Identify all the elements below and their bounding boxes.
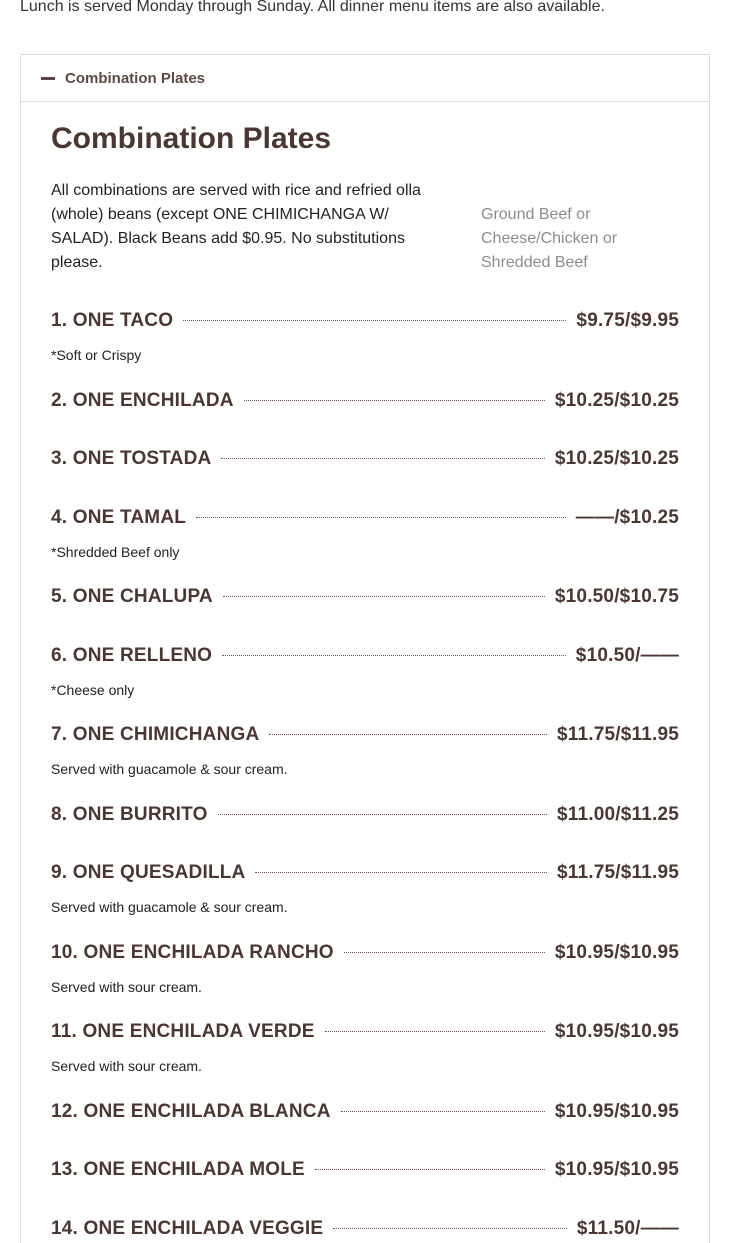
menu-item-price: $10.50/$10.75	[554, 586, 679, 607]
dotted-leader	[218, 814, 547, 815]
menu-item-name: 4. ONE TAMAL	[51, 507, 187, 528]
menu-item-name: 1. ONE TACO	[51, 310, 174, 331]
menu-item	[51, 862, 679, 916]
menu-item	[51, 310, 679, 364]
menu-item-name: 12. ONE ENCHILADA BLANCA	[51, 1101, 331, 1122]
dotted-leader	[223, 596, 545, 597]
section-title: Combination Plates	[51, 122, 332, 155]
menu-item-note: Served with sour cream.	[51, 979, 202, 995]
dotted-leader	[222, 655, 566, 656]
dotted-leader	[325, 1031, 545, 1032]
accordion-header[interactable]	[21, 55, 709, 102]
menu-item-name: 8. ONE BURRITO	[51, 804, 208, 825]
menu-item-note: Served with guacamole & sour cream.	[51, 761, 288, 777]
menu-item-price: $11.00/$11.25	[556, 804, 679, 825]
menu-item	[51, 724, 679, 778]
menu-item-price: $10.25/$10.25	[554, 390, 679, 411]
protein-options-note: Ground Beef or Cheese/Chicken or Shredded Beef	[481, 206, 618, 271]
menu-item-price: $10.25/$10.25	[554, 448, 679, 469]
menu-item-name: 9. ONE QUESADILLA	[51, 862, 246, 883]
menu-item	[51, 645, 679, 699]
menu-item	[51, 507, 679, 561]
dotted-leader	[221, 458, 544, 459]
section-description: All combinations are served with rice and refried olla (whole) beans (except ONE CHIMICHANGA W/ SALAD). Black Beans add $0.95. No substitutions please.	[51, 182, 421, 271]
menu-item-name: 10. ONE ENCHILADA RANCHO	[51, 942, 334, 963]
menu-item	[51, 804, 679, 830]
menu-item-price: $10.95/$10.95	[554, 1159, 679, 1180]
dotted-leader	[255, 872, 547, 873]
menu-item-name: 3. ONE TOSTADA	[51, 448, 212, 469]
menu-item-price: $10.95/$10.95	[554, 1101, 679, 1122]
menu-item-name: 13. ONE ENCHILADA MOLE	[51, 1159, 305, 1180]
menu-item-price: $11.50/——	[576, 1218, 679, 1239]
menu-item	[51, 1218, 679, 1243]
dotted-leader	[244, 400, 545, 401]
menu-item	[51, 586, 679, 612]
dotted-leader	[344, 952, 545, 953]
menu-item-note: *Soft or Crispy	[51, 347, 142, 363]
menu-item	[51, 942, 679, 996]
dotted-leader	[333, 1228, 567, 1229]
menu-item-name: 7. ONE CHIMICHANGA	[51, 724, 260, 745]
accordion-header-label[interactable]: Combination Plates	[65, 69, 206, 87]
dotted-leader	[196, 517, 566, 518]
menu-item	[51, 1021, 679, 1075]
menu-item-name: 14. ONE ENCHILADA VEGGIE	[51, 1218, 324, 1239]
menu-item-name: 2. ONE ENCHILADA	[51, 390, 234, 411]
menu-item-note: Served with sour cream.	[51, 1058, 202, 1074]
menu-item-price: $11.75/$11.95	[556, 862, 679, 883]
menu-item-price: $10.95/$10.95	[554, 1021, 679, 1042]
menu-item-name: 11. ONE ENCHILADA VERDE	[51, 1021, 315, 1042]
menu-item-price: $10.50/——	[575, 645, 679, 666]
minus-icon[interactable]	[41, 77, 55, 80]
dotted-leader	[183, 320, 566, 321]
menu-item	[51, 390, 679, 416]
dotted-leader	[341, 1111, 545, 1112]
menu-item-note: *Shredded Beef only	[51, 544, 180, 560]
menu-item	[51, 1101, 679, 1127]
menu-item	[51, 1159, 679, 1185]
menu-item-name: 5. ONE CHALUPA	[51, 586, 213, 607]
combination-plates-panel	[20, 54, 710, 1243]
lunch-intro-text: Lunch is served Monday through Sunday. All dinner menu items are also available.	[20, 0, 605, 15]
menu-item-note: *Cheese only	[51, 682, 135, 698]
dotted-leader	[315, 1169, 545, 1170]
menu-item-price: ——/$10.25	[575, 507, 679, 528]
menu-item-price: $9.75/$9.95	[576, 310, 679, 331]
menu-item	[51, 448, 679, 474]
menu-item-price: $11.75/$11.95	[556, 724, 679, 745]
menu-item-name: 6. ONE RELLENO	[51, 645, 213, 666]
menu-item-note: Served with guacamole & sour cream.	[51, 899, 288, 915]
menu-item-price: $10.95/$10.95	[554, 942, 679, 963]
dotted-leader	[269, 734, 547, 735]
